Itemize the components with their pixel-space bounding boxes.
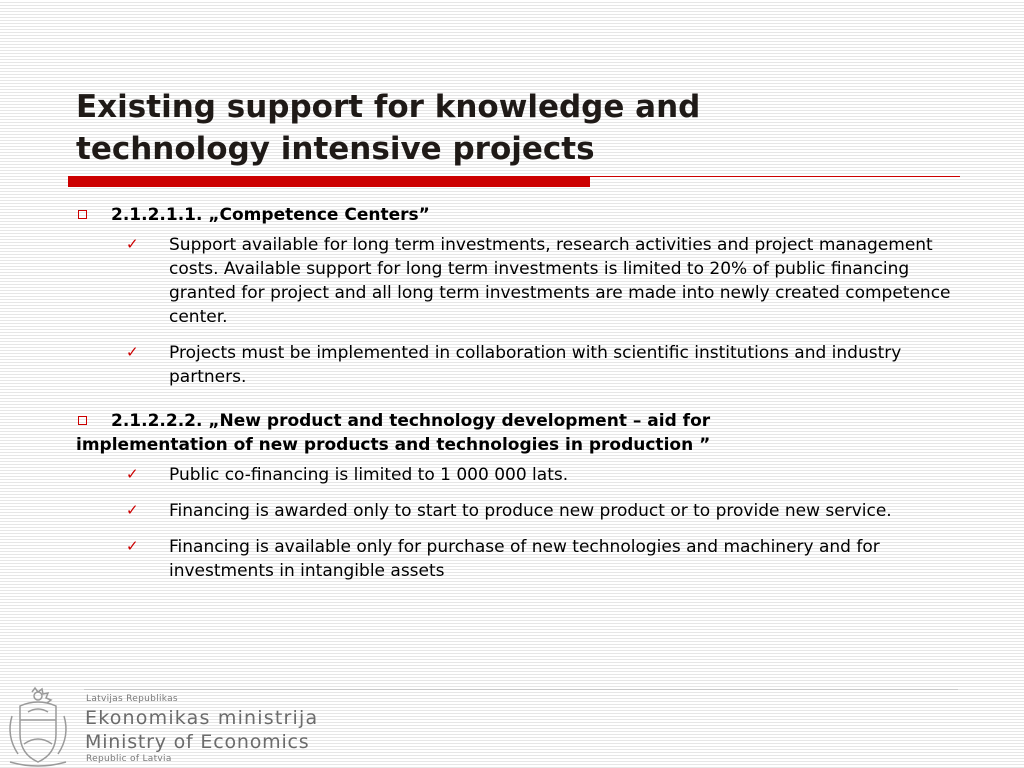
square-bullet-icon <box>78 416 87 425</box>
title-underline-thin <box>590 176 960 177</box>
title-underline-thick <box>68 176 590 187</box>
footer-ministry-en: Ministry of Economics <box>85 731 310 753</box>
list-item <box>76 233 956 329</box>
list-item-text: Projects must be implemented in collaboration with scientific institutions and industry partners. <box>169 343 902 387</box>
spacer <box>76 329 956 341</box>
check-mark-icon: ✓ <box>126 537 139 555</box>
spacer <box>76 389 956 409</box>
footer-country-lv: Latvijas Republikas <box>86 694 178 704</box>
footer-ministry-lv: Ekonomikas ministrija <box>85 707 319 729</box>
coat-of-arms-icon <box>2 686 74 768</box>
title-line-2: technology intensive projects <box>76 131 595 167</box>
check-mark-icon: ✓ <box>126 501 139 519</box>
section-heading-text: 2.1.2.1.1. „Competence Centers” <box>111 205 430 225</box>
square-bullet-icon <box>78 210 87 219</box>
spacer <box>76 487 956 499</box>
check-mark-icon: ✓ <box>126 343 139 361</box>
list-item-text: Financing is awarded only to start to produce new product or to provide new service. <box>169 501 892 521</box>
list-item <box>76 499 956 523</box>
title-line-1: Existing support for knowledge and <box>76 89 701 125</box>
list-item <box>76 341 956 389</box>
list-item-text: Support available for long term investments, research activities and project management costs. Available support for long term investments is limited to 20% of public financing granted for project and all long term investments are made into newly created competence center. <box>169 235 951 327</box>
slide-content <box>76 203 956 583</box>
footer-country-en: Republic of Latvia <box>86 754 172 764</box>
list-item <box>76 463 956 487</box>
section-heading-text-line-2: implementation of new products and technologies in production ” <box>76 435 711 455</box>
slide-title <box>76 86 956 170</box>
list-item-text: Public co-financing is limited to 1 000 000 lats. <box>169 465 569 485</box>
list-item <box>76 535 956 583</box>
footer-divider <box>84 689 958 690</box>
list-item-text: Financing is available only for purchase of new technologies and machinery and for investments in intangible assets <box>169 537 880 581</box>
check-mark-icon: ✓ <box>126 465 139 483</box>
section-heading-text-line-1: 2.1.2.2.2. „New product and technology development – aid for <box>111 411 711 431</box>
spacer <box>76 523 956 535</box>
section-heading <box>76 203 956 227</box>
check-mark-icon: ✓ <box>126 235 139 253</box>
section-heading <box>76 409 956 457</box>
